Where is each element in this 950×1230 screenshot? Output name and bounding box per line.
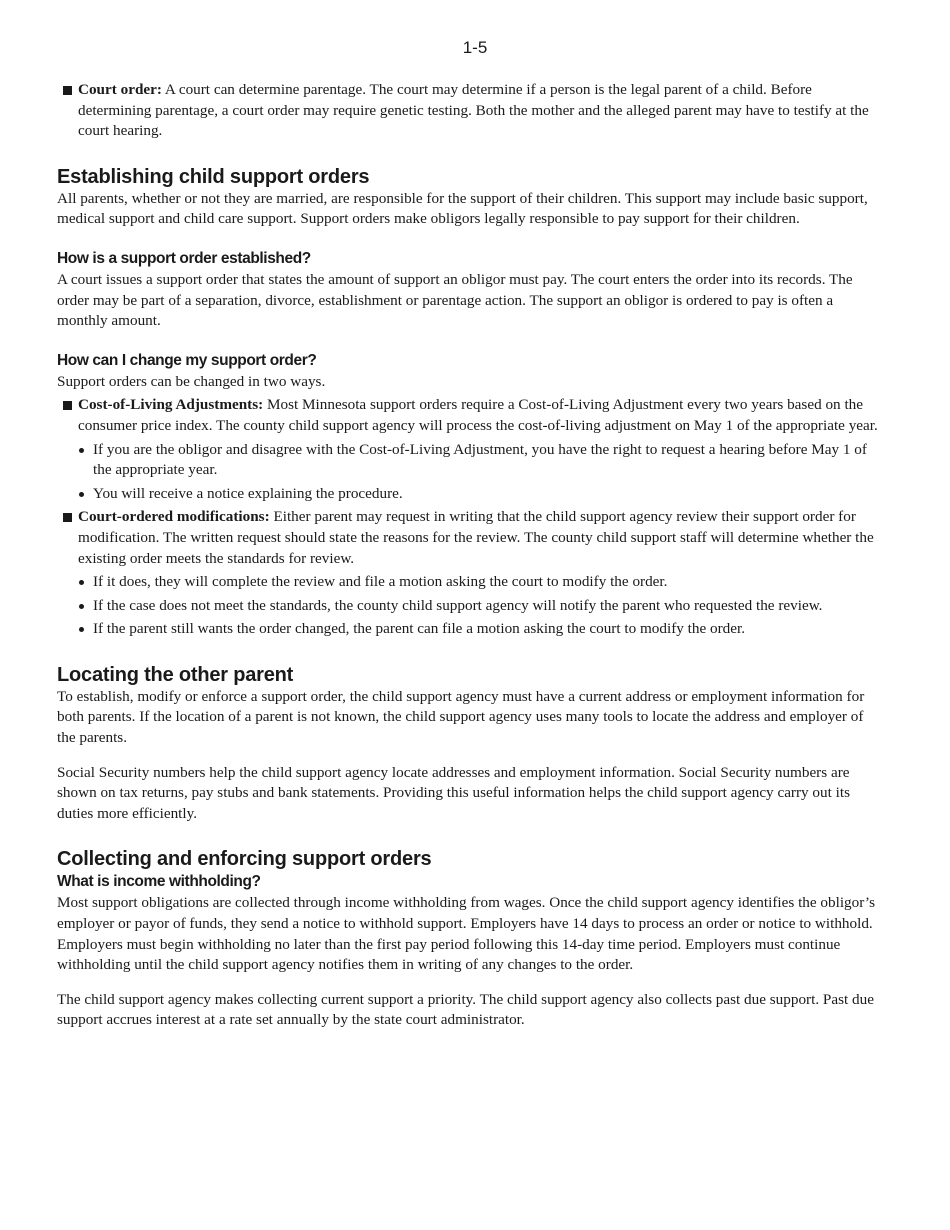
cola-bullet <box>57 440 883 481</box>
square-bullet-icon <box>63 513 72 522</box>
locating-text-1: To establish, modify or enforce a support order, the child support agency must have a current address or employment information for both parents. If the location of a parent is not known, the child support agency uses many tools to locate the address and employer of the parents. <box>57 687 865 747</box>
collecting-text-1: Most support obligations are collected through income withholding from wages. Once the child support agency identifies the obligor’s employer or payor of funds, they send a notice to withhold support. Employers have 14 days to process an order or notice to withhold. Employers must begin withholding no later than the first pay period following this 14-day time period. Employers must continue withholding until the child support agency notifies them in writing of any changes to the order. <box>57 894 875 974</box>
court-order-term: Court order: <box>78 81 162 98</box>
round-bullet-icon <box>79 448 84 453</box>
round-bullet-icon <box>79 580 84 585</box>
modifications-bullet <box>57 619 883 640</box>
how-established-text: A court issues a support order that states the amount of support an obligor must pay. The court enters the order into its records. The order may be part of a separation, divorce, establishment or parentage action. The support an obligor is ordered to pay is often a monthly amount. <box>57 270 853 330</box>
round-bullet-icon <box>79 627 84 632</box>
how-change-heading: How can I change my support order? <box>57 351 317 369</box>
modifications-bullet <box>57 596 883 617</box>
court-order-item <box>57 80 883 142</box>
how-change-intro: Support orders can be changed in two ways. <box>57 372 326 390</box>
cola-item <box>57 395 883 436</box>
locating-text-2: Social Security numbers help the child support agency locate addresses and employment information. Social Security numbers are shown on tax returns, pay stubs and bank statements. Providing this useful information helps the child support agency carry out its duties more efficiently. <box>57 763 850 822</box>
round-bullet-icon <box>79 604 84 609</box>
collecting-text-2: The child support agency makes collecting current support a priority. The child support agency also collects past due support. Past due support accrues interest at a rate set annually by the state court administrator. <box>57 990 874 1029</box>
modifications-bullet-text: If it does, they will complete the review and file a motion asking the court to modify the order. <box>93 573 668 591</box>
modifications-term: Court-ordered modifications: <box>78 508 270 526</box>
square-bullet-icon <box>63 401 72 410</box>
cola-text: Most Minnesota support orders require a Cost-of-Living Adjustment every two years based on the consumer price index. The county child support agency will process the cost-of-living adjustment on May 1 of the appropriate year. <box>78 396 878 434</box>
cola-term: Cost-of-Living Adjustments: <box>78 396 264 414</box>
modifications-bullet-text: If the parent still wants the order changed, the parent can file a motion asking the court to modify the order. <box>93 620 746 638</box>
page-number: 1-5 <box>462 38 488 57</box>
modifications-bullet-text: If the case does not meet the standards, the county child support agency will notify the parent who requested the review. <box>93 596 823 614</box>
cola-bullet-text: If you are the obligor and disagree with the Cost-of-Living Adjustment, you have the right to request a hearing before May 1 of the appropriate year. <box>93 440 867 479</box>
modifications-bullet <box>57 572 883 593</box>
establishing-heading: Establishing child support orders <box>57 165 370 188</box>
collecting-heading: Collecting and enforcing support orders <box>57 848 432 871</box>
cola-bullet-text: You will receive a notice explaining the procedure. <box>93 484 403 502</box>
document-body <box>57 80 883 1031</box>
square-bullet-icon <box>63 86 72 95</box>
income-withholding-heading: What is income withholding? <box>57 873 261 891</box>
cola-bullet <box>57 484 883 505</box>
modifications-text: Either parent may request in writing that the child support agency review their support order for modification. The written request should state the reasons for the review. The county child support staff will determine whether the existing order meets the standards for review. <box>78 508 874 567</box>
round-bullet-icon <box>79 492 84 497</box>
establishing-text: All parents, whether or not they are married, are responsible for the support of their children. This support may include basic support, medical support and child care support. Support orders make obligors legally responsible to pay support for their children. <box>57 189 868 228</box>
court-order-text: A court can determine parentage. The court may determine if a person is the legal parent of a child. Before determining parentage, a court order may require genetic testing. Both the mother and the alleged parent may have to testify at the court hearing. <box>78 81 869 140</box>
modifications-item <box>57 507 883 569</box>
how-established-heading: How is a support order established? <box>57 249 311 267</box>
locating-heading: Locating the other parent <box>57 663 294 686</box>
